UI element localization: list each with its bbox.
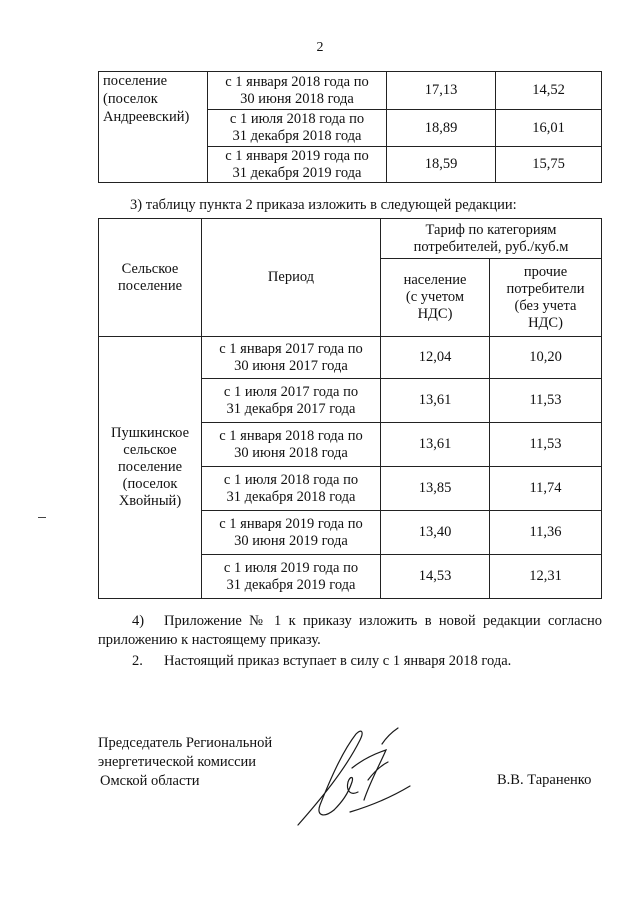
period-line: с 1 января 2019 года по <box>225 147 369 164</box>
header-other <box>490 259 602 337</box>
header-line: потребители <box>506 280 585 297</box>
other-tariff: 11,74 <box>490 467 602 511</box>
header-period: Период <box>202 219 381 337</box>
population-tariff: 18,59 <box>387 147 496 183</box>
header-tariff <box>381 219 602 259</box>
header-line: поселение <box>117 277 183 294</box>
margin-mark <box>38 517 46 518</box>
position-line: энергетической комиссии <box>98 754 257 770</box>
settlement-line: сельское <box>123 442 177 458</box>
paragraph-number: 4) <box>132 613 145 629</box>
header-settlement <box>99 219 202 337</box>
period-line: 31 декабря 2018 года <box>232 128 362 144</box>
population-tariff: 14,53 <box>381 555 490 599</box>
settlement-line: (поселок <box>103 91 158 107</box>
other-tariff: 11,36 <box>490 511 602 555</box>
header-line: НДС) <box>417 306 453 322</box>
period-line: 31 декабря 2018 года <box>226 488 356 505</box>
period-line: 31 декабря 2019 года <box>232 164 362 181</box>
page-number: 2 <box>316 40 324 55</box>
handwritten-signature <box>290 720 440 830</box>
settlement-line: поселение <box>117 459 183 475</box>
signatory-name: В.В. Тараненко <box>497 772 592 788</box>
period-line: 30 июня 2018 года <box>240 90 354 107</box>
header-line: потребителей, руб./куб.м <box>413 238 569 255</box>
position-line: Омской области <box>100 773 200 789</box>
header-line: Тариф по категориям <box>425 221 557 238</box>
period-line: 30 июня 2019 года <box>234 532 348 549</box>
position-line: Председатель Региональной <box>98 735 273 751</box>
table-row <box>99 337 602 379</box>
settlement-cell <box>99 337 202 599</box>
header-line: население <box>403 272 467 288</box>
period-cell <box>208 72 387 110</box>
header-line: НДС) <box>528 314 563 331</box>
period-cell <box>202 337 381 379</box>
header-line: прочие <box>523 263 568 280</box>
period-cell <box>202 379 381 423</box>
period-cell <box>208 110 387 147</box>
population-tariff: 13,85 <box>381 467 490 511</box>
period-cell <box>202 555 381 599</box>
paragraph-text: Настоящий приказ вступает в силу с 1 января 2018 года. <box>164 653 512 669</box>
other-tariff: 16,01 <box>496 110 602 147</box>
period-line: 30 июня 2017 года <box>234 357 348 374</box>
paragraph-4 <box>98 612 602 650</box>
paragraph-number: 2. <box>132 653 143 669</box>
other-tariff: 15,75 <box>496 147 602 183</box>
period-line: с 1 января 2017 года по <box>219 340 363 357</box>
period-line: с 1 января 2019 года по <box>219 515 363 532</box>
period-line: с 1 января 2018 года по <box>225 73 369 90</box>
settlement-cell <box>99 72 208 183</box>
period-line: 31 декабря 2017 года <box>226 400 356 417</box>
period-line: 30 июня 2018 года <box>234 444 348 461</box>
other-tariff: 14,52 <box>496 72 602 110</box>
header-line: Сельское <box>121 260 179 277</box>
paragraph-text: Приложение № 1 к приказу изложить в новой редакции согласно приложению к настоящему приказу. <box>98 613 602 648</box>
header-line: (с учетом <box>405 289 465 305</box>
population-tariff: 13,40 <box>381 511 490 555</box>
period-cell <box>208 147 387 183</box>
period-line: с 1 июля 2018 года по <box>229 111 365 127</box>
population-tariff: 18,89 <box>387 110 496 147</box>
table-row <box>99 72 602 110</box>
settlement-line: Хвойный) <box>118 493 182 509</box>
settlement-line: Андреевский) <box>103 109 190 125</box>
period-cell <box>202 467 381 511</box>
signatory-position <box>98 734 272 791</box>
settlement-line: (поселок <box>122 476 178 492</box>
period-line: с 1 января 2018 года по <box>219 427 363 444</box>
population-tariff: 17,13 <box>387 72 496 110</box>
intro-text: 3) таблицу пункта 2 приказа изложить в следующей редакции: <box>130 197 517 213</box>
period-line: с 1 июля 2018 года по <box>223 471 359 488</box>
period-cell <box>202 511 381 555</box>
period-line: 31 декабря 2019 года <box>226 576 356 593</box>
period-line: с 1 июля 2017 года по <box>223 383 359 400</box>
header-population <box>381 259 490 337</box>
paragraph-2 <box>98 652 602 671</box>
other-tariff: 10,20 <box>490 337 602 379</box>
other-tariff: 12,31 <box>490 555 602 599</box>
other-tariff: 11,53 <box>490 423 602 467</box>
tariff-table <box>98 218 602 599</box>
other-tariff: 11,53 <box>490 379 602 423</box>
population-tariff: 13,61 <box>381 423 490 467</box>
population-tariff: 12,04 <box>381 337 490 379</box>
settlement-line: поселение <box>103 73 168 89</box>
header-line: (без учета <box>514 297 577 314</box>
population-tariff: 13,61 <box>381 379 490 423</box>
table-header-row <box>99 219 602 259</box>
settlement-line: Пушкинское <box>110 425 190 441</box>
tariff-table-continued <box>98 71 602 183</box>
period-cell <box>202 423 381 467</box>
period-line: с 1 июля 2019 года по <box>223 559 359 576</box>
